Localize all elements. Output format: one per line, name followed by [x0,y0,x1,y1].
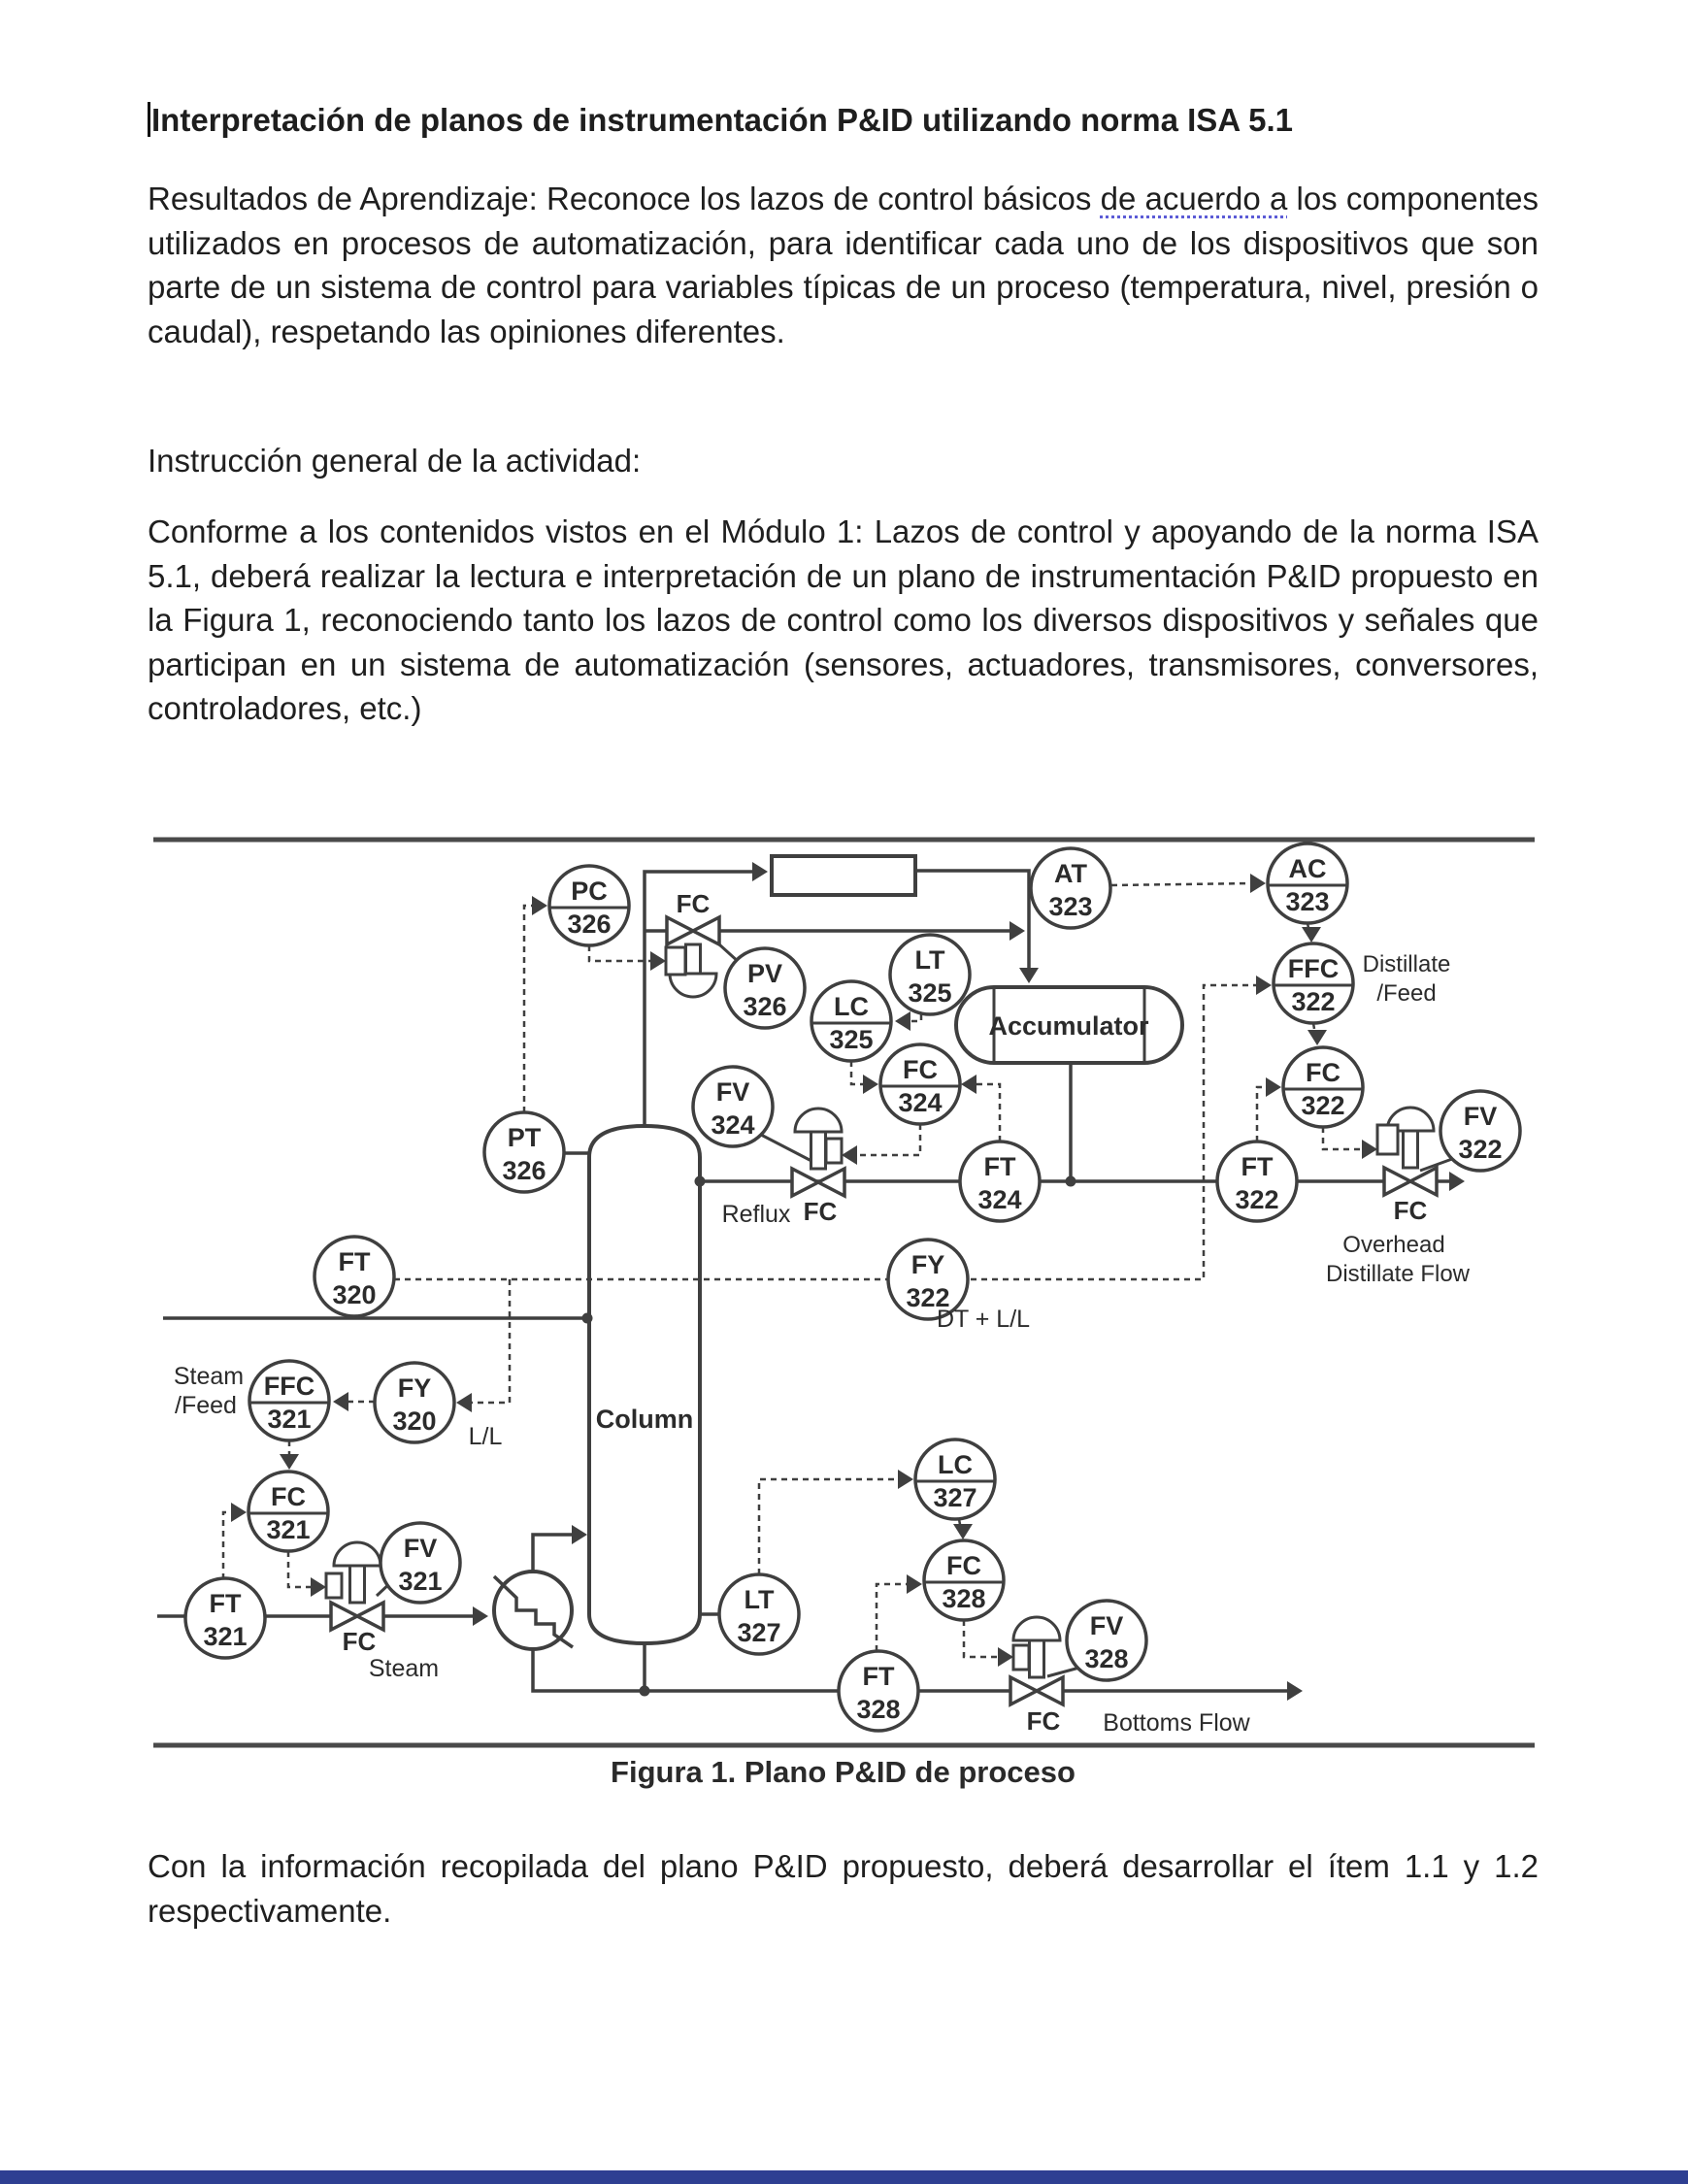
instrument-tag: FC [271,1482,306,1511]
signal-line [853,1124,920,1155]
instrument-number: 328 [856,1695,901,1724]
valve-body [818,1169,844,1196]
instrument-number: 321 [266,1515,311,1544]
instrument-tag: LC [938,1450,973,1479]
instrument-tag: FFC [1287,954,1340,983]
diagram-label: FC [1393,1196,1428,1225]
valve-body [667,917,693,944]
instrument-number: 326 [743,992,787,1021]
signal-line [223,1512,235,1579]
flow-arrowhead [311,1577,326,1597]
valve-actuator-stem [811,1132,826,1169]
flow-arrowhead [456,1393,472,1412]
instrument-tag: FV [1463,1102,1498,1131]
flow-arrowhead [1266,1077,1281,1097]
diagram-label: FC [1026,1706,1061,1736]
valve-positioner-box [1377,1125,1398,1154]
valve-actuator-stem [1030,1640,1044,1677]
instrument-number: 328 [1084,1644,1129,1673]
diagram-label: FC [676,889,711,918]
valve-positioner-box [666,947,685,975]
valve-body [357,1603,383,1630]
paragraph-closing: Con la información recopilada del plano P&ID propuesto, deberá desarrollar el ítem 1.1 y 1.2 respectivamente. [148,1848,1539,1929]
instrument-tag: LT [914,945,945,975]
valve-body [1384,1168,1410,1195]
flow-arrowhead [953,1524,973,1539]
flow-arrowhead [1449,1172,1465,1191]
instrument-tag: FT [862,1662,895,1691]
instrument-number: 323 [1048,892,1093,921]
instrument-number: 321 [267,1405,312,1434]
valve-body [693,917,719,944]
instrument-number: 325 [829,1025,874,1054]
diagram-label: FC [342,1627,377,1656]
valve-body [331,1603,357,1630]
instrument-tag: LT [744,1585,775,1614]
flow-arrowhead [1256,976,1272,995]
signal-line [973,1084,1000,1142]
paragraph-instruction-heading: Instrucción general de la actividad: [148,443,642,479]
valve-body [792,1169,818,1196]
diagram-label: Steam [173,1363,245,1390]
instrument-tag: FY [910,1250,945,1279]
instrument-number: 322 [1291,987,1336,1016]
instrument-number: 322 [906,1283,950,1312]
valve-actuator-diaphragm [795,1109,842,1132]
p1-after: los componentes utilizados en procesos de automatización, para identificar cada uno de los dispositivos que son parte de un sistema de control para variables típicas de un proceso (temperatura, nivel, presión o caudal), respetando las opiniones diferentes. [148,181,1539,349]
instrument-tag: FT [1241,1152,1274,1181]
instrument-number: 321 [398,1567,443,1596]
valve-positioner-box [1013,1645,1029,1670]
flow-arrowhead [1307,1030,1327,1045]
valve-body [1410,1168,1437,1195]
flow-arrowhead [1019,968,1039,983]
valve-actuator-stem [686,944,701,974]
instrument-number: 327 [737,1618,781,1647]
instrument-tag: FC [1306,1058,1340,1087]
signal-line [964,1620,1002,1657]
instrument-tag: FT [209,1589,242,1618]
instrument-number: 327 [933,1483,977,1512]
valve-positioner-box [826,1139,842,1163]
instrument-tag: FV [715,1077,750,1107]
instrument-tag: FY [397,1373,432,1403]
diagram-label: Accumulator [988,1011,1149,1041]
flow-arrowhead [842,1145,857,1165]
flow-arrowhead [532,896,547,915]
signal-line [1111,883,1252,885]
diagram-label: Overhead [1342,1232,1445,1258]
instrument-tag: FFC [263,1372,315,1401]
signal-line [759,1479,902,1574]
instrument-number: 322 [1458,1135,1503,1164]
diagram-label: DT + L/L [936,1306,1031,1333]
page-title-text: Interpretación de planos de instrumentación P&ID utilizando norma ISA 5.1 [151,102,1293,138]
flow-arrowhead [1250,874,1266,893]
instrument-tag: FC [903,1055,938,1084]
valve-actuator-stem [350,1566,365,1603]
flow-arrowhead [898,1470,913,1489]
flow-arrowhead [907,1574,922,1594]
junction-dot [695,1176,706,1187]
valve-actuator-diaphragm [334,1542,381,1566]
flow-arrowhead [1302,927,1321,943]
valve-actuator-stem [1404,1131,1418,1168]
valve-body [1037,1677,1063,1704]
instrument-tag: FV [403,1534,438,1563]
instrument-number: 323 [1285,887,1330,916]
diagram-label: Distillate [1362,951,1451,977]
instrument-tag: FT [983,1152,1016,1181]
instrument-tag: FV [1089,1611,1124,1640]
junction-dot [640,1686,650,1697]
p1-before: Resultados de Aprendizaje: Reconoce los lazos de control básicos [148,181,1101,216]
flow-arrowhead [895,1011,910,1031]
instrument-tag: PV [746,959,783,988]
flow-arrowhead [961,1075,976,1094]
flow-arrowhead [752,862,768,881]
flow-arrowhead [1362,1140,1377,1159]
instrument-number: 320 [392,1406,437,1436]
instrument-tag: FC [946,1551,981,1580]
signal-line [524,906,536,1112]
instrument-tag: AT [1054,859,1087,888]
signal-line [1323,1127,1366,1149]
flow-arrowhead [280,1454,299,1470]
instrument-leader-line [1047,1668,1079,1676]
diagram-label: FC [803,1197,838,1226]
instrument-tag: FT [338,1247,371,1276]
flow-arrowhead [572,1525,587,1544]
instrument-number: 326 [502,1156,546,1185]
column-vessel [589,1126,700,1643]
instrument-tag: PT [507,1123,542,1152]
instrument-number: 322 [1235,1185,1279,1214]
instrument-tag: AC [1288,854,1327,883]
p1-spellcheck-phrase: de acuerdo a [1100,181,1288,216]
diagram-label: Steam [368,1655,440,1682]
diagram-label: Column [595,1405,694,1434]
instrument-number: 324 [977,1185,1022,1214]
diagram-label: Distillate Flow [1325,1261,1471,1287]
diagram-label: /Feed [1376,980,1437,1007]
paragraph-activity-description: Conforme a los contenidos vistos en el Módulo 1: Lazos de control y apoyando de la norma ISA 5.1, deberá realizar la lectura e interpretación de un plano de instrumentación P&ID propuesto en la Figura 1, reconociendo tanto los lazos de control como los diversos dispositivos y señales que participan en un sistema de automatización (sensores, actuadores, transmisores, conversores, controladores, etc.) [148,513,1539,726]
valve-actuator-diaphragm [670,974,716,997]
flow-arrowhead [333,1392,348,1411]
junction-dot [1066,1176,1076,1187]
instrument-number: 324 [711,1110,755,1140]
instrument-tag: PC [571,877,608,906]
instrument-number: 322 [1301,1091,1345,1120]
flow-arrowhead [1009,921,1025,941]
flow-arrowhead [231,1503,247,1522]
instrument-tag: LC [834,992,869,1021]
valve-positioner-box [326,1573,342,1598]
instrument-number: 321 [203,1622,248,1651]
signal-line [877,1584,910,1651]
valve-actuator-diaphragm [1013,1617,1060,1640]
flow-arrowhead [1287,1681,1303,1701]
flow-arrowhead [650,951,666,971]
condenser-vessel [772,856,915,895]
flow-arrowhead [863,1075,878,1094]
instrument-number: 324 [898,1088,943,1117]
flow-arrowhead [473,1606,488,1626]
diagram-label: /Feed [175,1392,237,1419]
flow-arrowhead [998,1647,1013,1667]
valve-body [1010,1677,1037,1704]
instrument-number: 328 [942,1584,986,1613]
instrument-number: 326 [567,910,612,939]
diagram-label: L/L [468,1423,503,1450]
process-line [533,1535,576,1572]
bottom-window-edge [0,2170,1688,2184]
figure-caption: Figura 1. Plano P&ID de proceso [611,1755,1076,1789]
diagram-label: Reflux [721,1201,791,1228]
signal-line [468,1279,510,1403]
junction-dot [582,1313,593,1324]
diagram-label: Bottoms Flow [1103,1709,1250,1737]
instrument-number: 320 [332,1280,377,1309]
instrument-leader-line [761,1135,811,1161]
instrument-number: 325 [908,978,952,1008]
